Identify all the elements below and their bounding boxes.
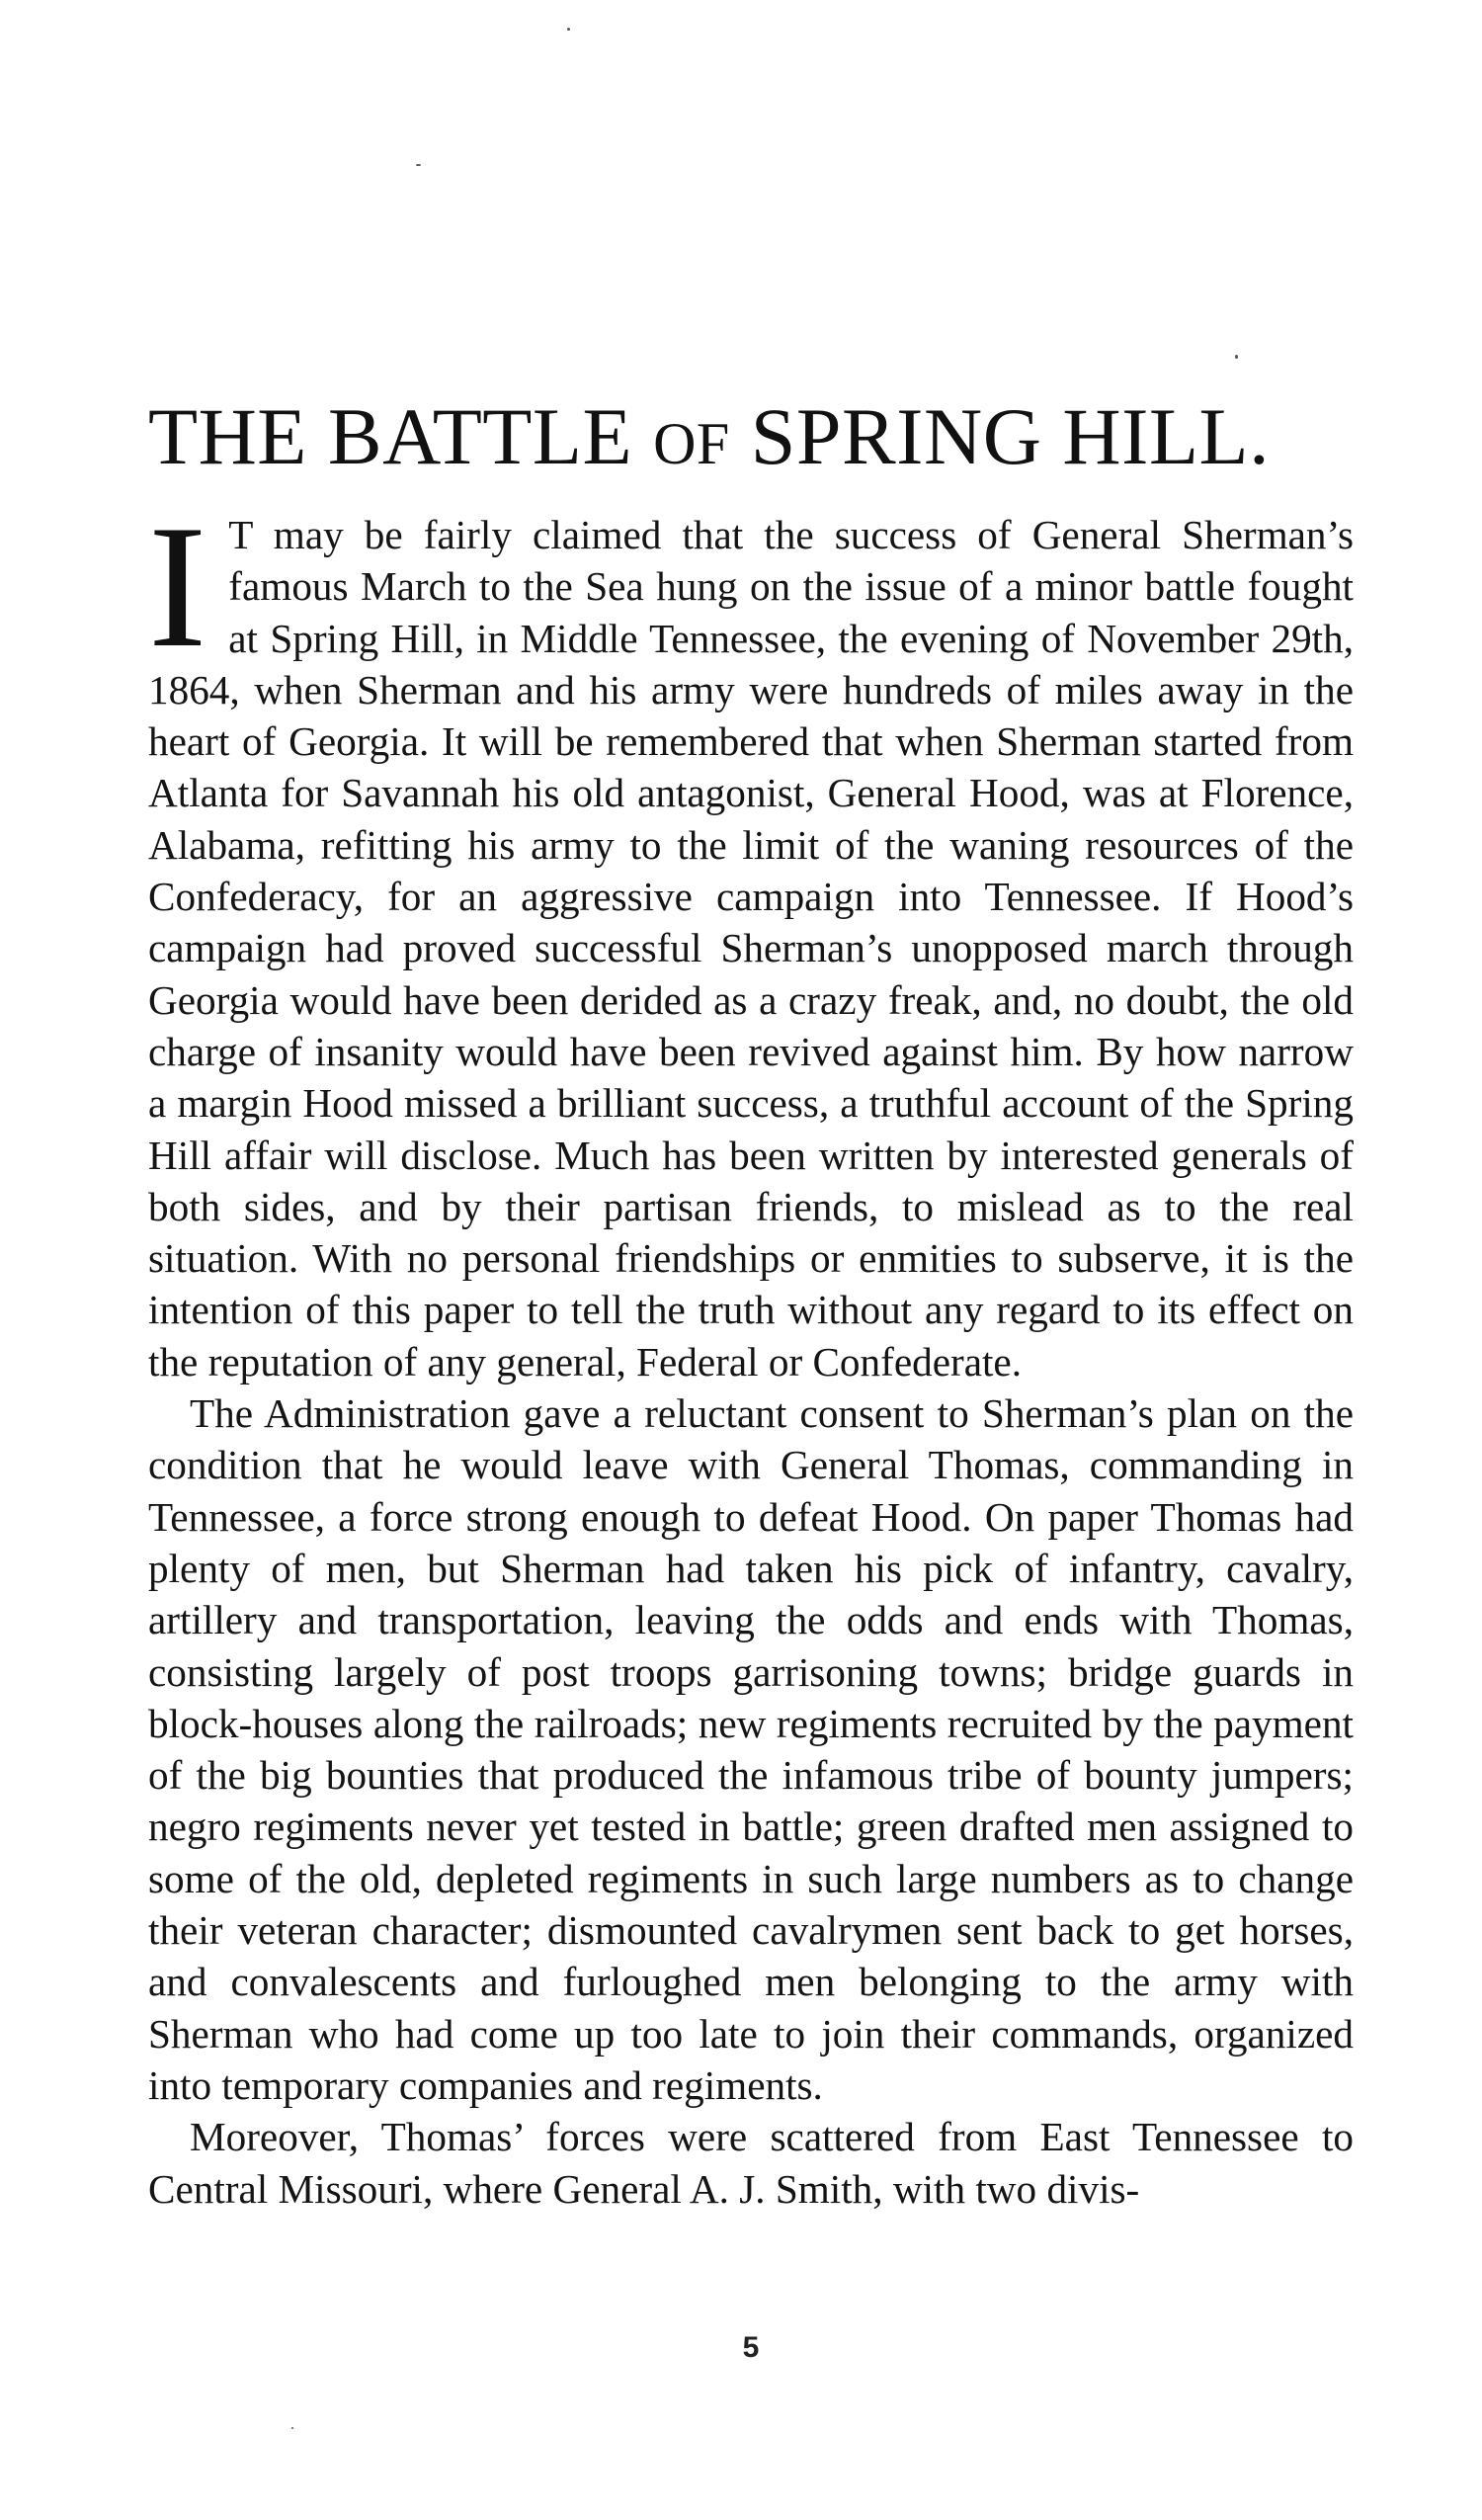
page-title [148,387,1354,493]
drop-cap: I [148,488,207,684]
body-text [148,488,1354,2215]
paper-speck [416,164,421,166]
page [148,0,1354,2520]
paragraph-2: The Administration gave a reluctant consent to Sherman’s plan on the condition that he would leave with General Thomas, commanding in Tennessee, a force strong enough to defeat Hood. On paper Thomas had plenty of men, but Sherman had taken his pick of infantry, cavalry, artillery and transportation, leaving the odds and ends with Thomas, consisting largely of post troops garrisoning towns; bridge guards in block-houses along the railroads; new regiments recruited by the payment of the big bounties that produced the infamous tribe of bounty jumpers; negro regiments never yet tested in battle; green drafted men assigned to some of the old, depleted regiments in such large numbers as to change their veteran character; dismounted cavalrymen sent back to get horses, and convalescents and furloughed men belonging to the army with Sherman who had come up too late to join their commands, organized into temporary companies and regiments. [148,1390,1354,2108]
paper-speck [567,28,570,31]
paper-speck [291,2427,293,2429]
paper-speck [1235,355,1238,359]
paragraph-3: Moreover, Thomas’ forces were scattered from East Tennessee to Central Missouri, where General A. J. Smith, with two divis- [148,2114,1354,2212]
page-number: 5 [742,2331,760,2364]
title-main: THE BATTLE [148,391,633,481]
paragraph-1-text: T may be fairly claimed that the success of General Sherman’s famous March to the Sea hung on the issue of a minor battle fought at Spring Hill, in Middle Tennessee, the evening of November 29th, 1864, when Sherman and his army were hundreds of miles away in the heart of Georgia. It will be remembered that when Sherman started from Atlanta for Savannah his old antagonist, General Hood, was at Florence, Alabama, refitting his army to the limit of the waning resources of the Confederacy, for an aggressive campaign into Tennessee. If Hood’s campaign had proved successful Sherman’s unopposed march through Georgia would have been derided as a crazy freak, and, no doubt, the old charge of insanity would have been revived against him. By how narrow a margin Hood missed a brilliant success, a truthful account of the Spring Hill affair will disclose. Much has been written by interested generals of both sides, and by their partisan friends, to mislead as to the real situation. With no personal friendships or enmities to subserve, it is the intention of this paper to tell the truth without any regard to its effect on the reputation of any general, Federal or Confederate. [148,512,1354,1385]
title-of: OF [653,411,730,476]
title-rest: SPRING HILL. [750,391,1271,481]
paragraph-1 [148,488,1354,1387]
